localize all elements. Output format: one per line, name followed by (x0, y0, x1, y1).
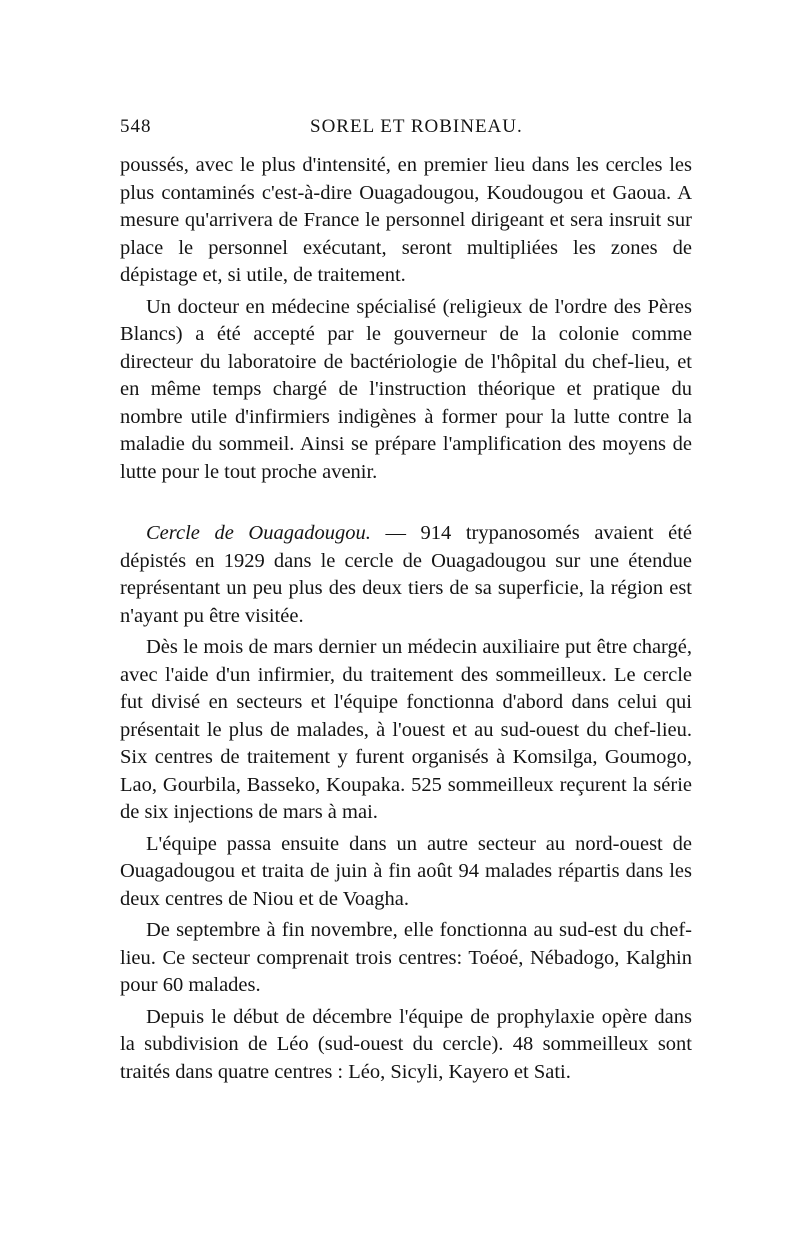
section-opening-paragraph (120, 520, 692, 630)
paragraph-continuation: poussés, avec le plus d'intensité, en premier lieu dans les cercles les plus contaminés c'est-à-dire Ouagadougou, Koudougou et Gaoua. A mesure qu'arrivera de France le personnel dirigeant et sera insruit sur place le personnel exécutant, seront multipliées les zones de dépistage et, si utile, de traitement. (120, 154, 692, 286)
running-head (120, 116, 690, 146)
body-text (120, 152, 692, 1086)
paragraph-southeast-sector: De septembre à fin novembre, elle fonctionna au sud-est du chef-lieu. Ce secteur comprenait trois centres: Toéoé, Nébadogo, Kalghin pour 60 malades. (120, 919, 692, 996)
section-title: Cercle de Ouagadougou. (146, 522, 371, 544)
section-opening-text: — 914 trypanosomés avaient été dépistés en 1929 dans le cercle de Ouagadougou sur une étendue représentant un peu plus des deux tiers de sa superficie, la région est n'ayant pu être visitée. (120, 522, 692, 627)
page-number: 548 (120, 116, 152, 137)
paragraph-first-sector: Dès le mois de mars dernier un médecin auxiliaire put être chargé, avec l'aide d'un infirmier, du traitement des sommeilleux. Le cercle fut divisé en secteurs et l'équipe fonctionna d'abord dans celui qui présentait le plus de malades, à l'ouest et au sud-ouest du chef-lieu. Six centres de traitement y furent organisés à Komsilga, Goumogo, Lao, Gourbila, Basseko, Koupaka. 525 sommeilleux reçurent la série de six injections de mars à mai. (120, 636, 692, 823)
paragraph-leo-subdivision: Depuis le début de décembre l'équipe de prophylaxie opère dans la subdivision de Léo (sud-ouest du cercle). 48 sommeilleux sont traités dans quatre centres : Léo, Sicyli, Kayero et Sati. (120, 1005, 692, 1083)
running-title: SOREL ET ROBINEAU. (310, 116, 523, 137)
paragraph-northwest-sector: L'équipe passa ensuite dans un autre secteur au nord-ouest de Ouagadougou et traita de juin à fin août 94 malades répartis dans les deux centres de Niou et de Voagha. (120, 832, 692, 910)
section-spacer (120, 486, 692, 520)
paragraph-laboratory: Un docteur en médecine spécialisé (religieux de l'ordre des Pères Blancs) a été accepté par le gouverneur de la colonie comme directeur du laboratoire de bactériologie de l'hôpital du chef-lieu, et en même temps chargé de l'instruction théorique et pratique du nombre utile d'infirmiers indigènes à former pour la lutte contre la maladie du sommeil. Ainsi se prépare l'amplification des moyens de lutte pour le tout proche avenir. (120, 295, 692, 483)
